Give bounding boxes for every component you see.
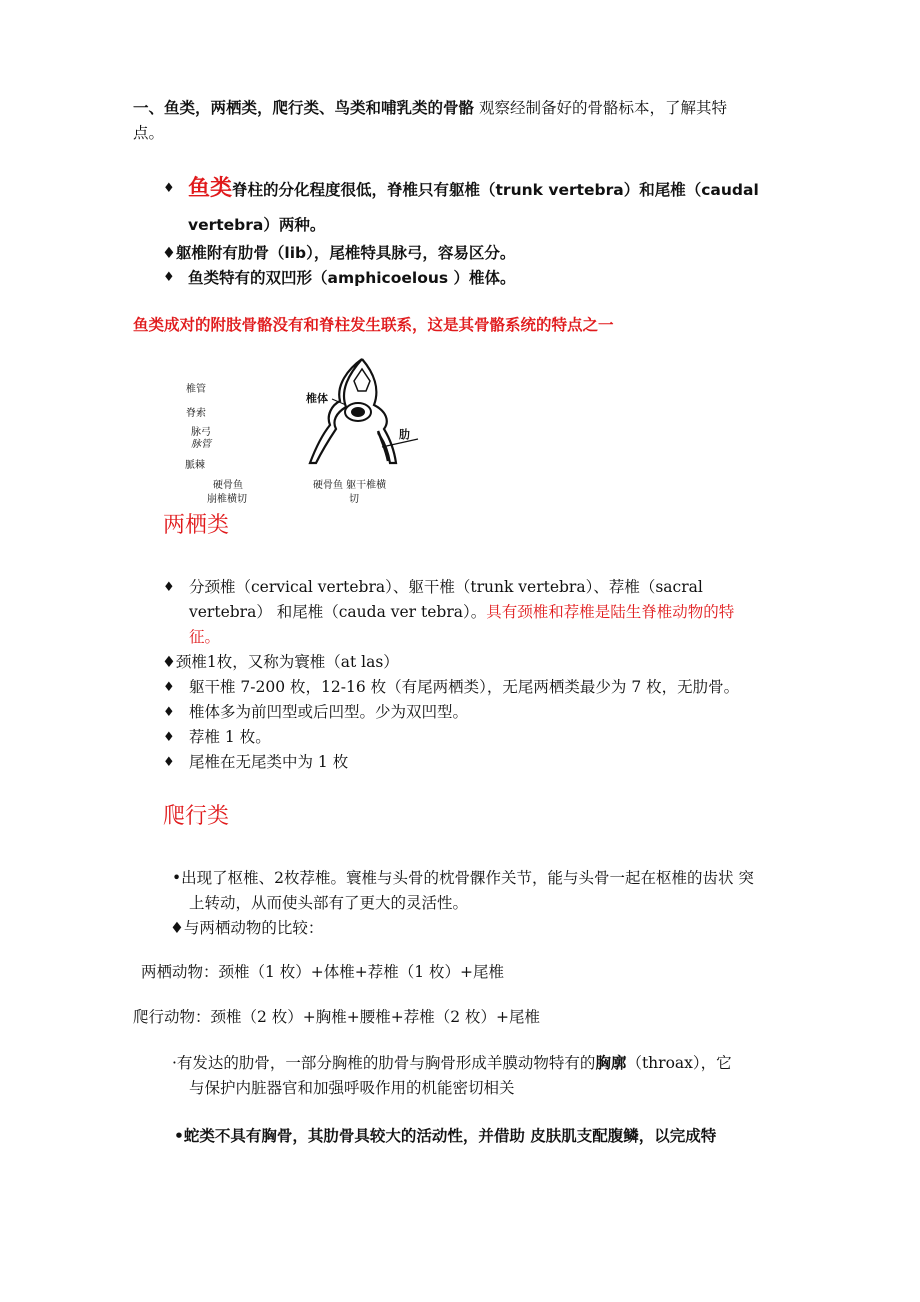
fig-label-centrum: 椎体 — [306, 392, 328, 405]
fig-left-caption-2: 崩椎横切 — [207, 494, 247, 505]
fish-title: 鱼类 — [188, 176, 233, 201]
reptile-p4: •蛇类不具有胸骨，其肋骨具较大的活动性，并借助 皮肤肌支配腹鳞，以完成特 — [174, 1127, 717, 1145]
reptile-p1-line2: 上转动，从而使头部有了更大的灵活性。 — [189, 894, 469, 912]
bullet-icon: ♦ — [163, 755, 175, 770]
fish-b1-line1: 脊柱的分化程度很低，脊椎只有躯椎（trunk vertebra）和尾椎（caudal — [232, 181, 759, 199]
bullet-icon: ♦ — [163, 270, 175, 285]
fish-b1-line2: vertebra）两种。 — [188, 216, 326, 234]
amphibian-b1-line2 — [189, 600, 734, 622]
fish-bullet-3: 鱼类特有的双凹形（amphicoelous ）椎体。 — [188, 269, 516, 287]
fish-bullet-1 — [188, 171, 759, 202]
fish-note: 鱼类成对的附肢骨骼没有和脊柱发生联系，这是其骨骼系统的特点之一 — [133, 316, 614, 334]
amphibian-b1-line2-red: 具有颈椎和荐椎是陆生脊椎动物的特 — [486, 603, 735, 621]
reptile-title: 爬行类 — [163, 804, 230, 829]
amphibian-bullet-5: 荐椎 1 枚。 — [189, 728, 271, 746]
reptile-p3-thorax: 胸廓 — [595, 1054, 627, 1072]
amphibian-bullet-3: 躯干椎 7-200 枚，12-16 枚（有尾两栖类），无尾两栖类最少为 7 枚，无肋骨。 — [189, 678, 740, 696]
fig-right-caption-2: 切 — [349, 494, 359, 505]
amphibian-bullet-6: 尾椎在无尾类中为 1 枚 — [189, 753, 349, 771]
fish-bullet-2: ♦躯椎附有肋骨（lib），尾椎特具脉弓，容易区分。 — [162, 244, 516, 262]
fig-left-caption-1: 硬骨鱼 — [213, 480, 243, 491]
fig-right-caption-1: 硬骨鱼 躯干椎横 — [313, 480, 387, 491]
fig-label-canal: 椎管 — [186, 384, 206, 395]
bullet-icon: ♦ — [163, 730, 175, 745]
reptile-p3-line1 — [172, 1051, 732, 1073]
reptile-p3-line2: 与保护内脏器官和加强呼吸作用的机能密切相关 — [189, 1079, 515, 1097]
trunk-vertebra-figure — [300, 355, 420, 480]
intro-heading: 一、鱼类，两栖类，爬行类、鸟类和哺乳类的骨骼 — [133, 99, 475, 117]
amphibian-b1-line3: 征。 — [189, 628, 221, 646]
amphibian-bullet-4: 椎体多为前凹型或后凹型。少为双凹型。 — [189, 703, 469, 721]
bullet-icon: ♦ — [163, 580, 175, 595]
amphibian-title: 两栖类 — [163, 513, 230, 538]
reptile-compare-intro: ♦与两栖动物的比较： — [170, 919, 324, 937]
fig-label-vessel: 脉管 — [191, 439, 211, 450]
reptile-p3-pre: ·有发达的肋骨，一部分胸椎的肋骨与胸骨形成羊膜动物特有的 — [172, 1054, 596, 1072]
intro-text: 观察经制备好的骨骼标本，了解其特 — [478, 99, 727, 117]
amphibian-bullet-2: ♦颈椎1枚，又称为寰椎（at las） — [162, 653, 399, 671]
amphibian-b1-line1: 分颈椎（cervical vertebra）、躯干椎（trunk vertebra）、荐椎（sacral — [189, 578, 703, 596]
bullet-icon: ♦ — [163, 680, 175, 695]
reptile-p1-line1: •出现了枢椎、2枚荐椎。寰椎与头骨的枕骨髁作关节，能与头骨一起在枢椎的齿状 突 — [172, 869, 754, 887]
fig-label-rib: 肋 — [399, 428, 410, 441]
bullet-icon: ♦ — [163, 705, 175, 720]
reptile-compare-amphibian: 两栖动物：颈椎（1 枚）+体椎+荐椎（1 枚）+尾椎 — [141, 963, 505, 981]
amphibian-b1-line2-black: vertebra） 和尾椎（cauda ver tebra）。 — [189, 603, 487, 621]
reptile-compare-reptile: 爬行动物：颈椎（2 枚）+胸椎+腰椎+荐椎（2 枚）+尾椎 — [133, 1008, 541, 1026]
intro-text-cont: 点。 — [133, 124, 165, 142]
intro-paragraph — [133, 96, 727, 118]
fig-label-spine: 脈棘 — [185, 460, 205, 471]
fig-label-notochord: 脊索 — [186, 408, 206, 419]
bullet-icon: ♦ — [163, 181, 175, 196]
reptile-p3-post: （throax），它 — [626, 1054, 732, 1072]
fig-label-haemal-arch: 脉弓 — [191, 427, 211, 438]
